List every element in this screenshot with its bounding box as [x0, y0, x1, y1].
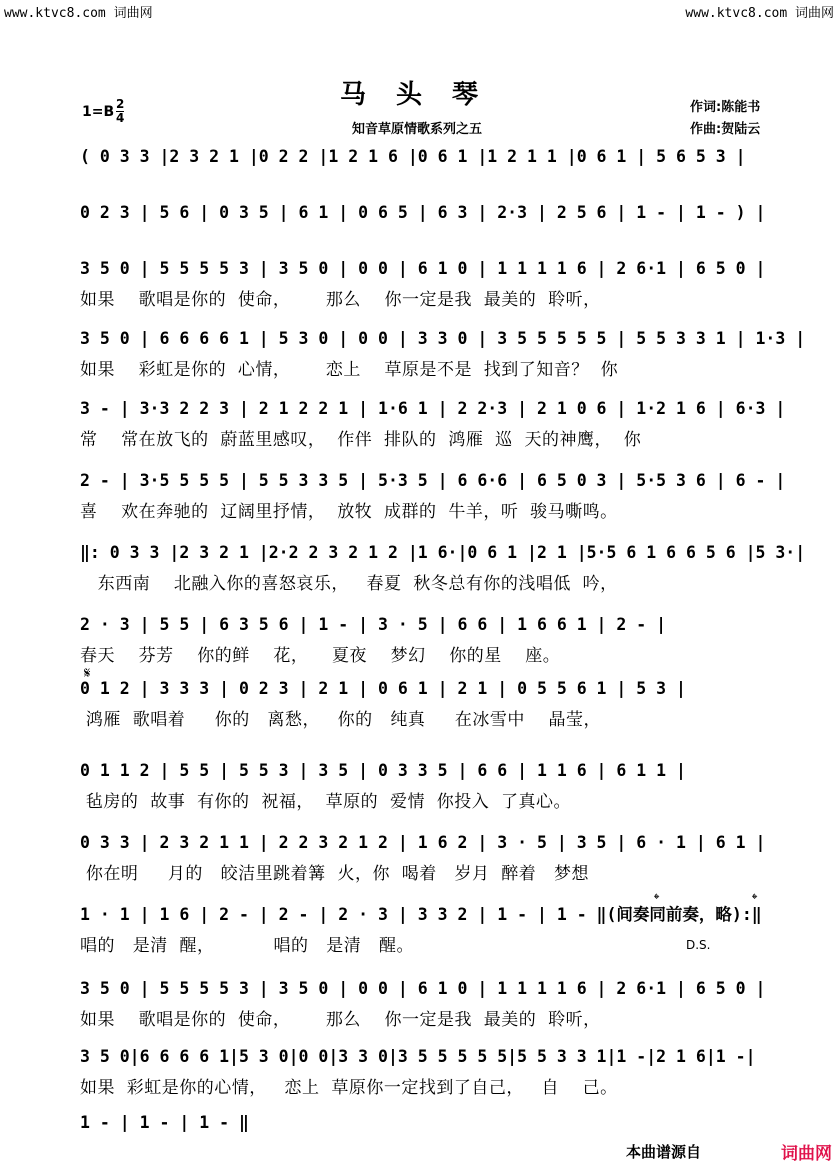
lyric-line: 毡房的 故事 有你的 祝福， 草原的 爱情 你投入 了真心。 — [80, 792, 572, 812]
score-row-9 — [80, 664, 760, 732]
footer-site-logo: 词曲网 — [781, 1144, 832, 1164]
lyric-line: 如果 彩虹是你的心情， 恋上 草原你一定找到了自己， 自 己。 — [80, 1078, 618, 1098]
dal-segno-mark: D.S. — [686, 938, 711, 952]
lyric-line: 春天 芬芳 你的鲜 花， 夏夜 梦幻 你的星 座。 — [80, 646, 561, 666]
notation-line: 2 · 3 | 5 5 | 6 3 5 6 | 1 - | 3 · 5 | 6 6 | 1 6 6 1 | 2 - | — [80, 615, 667, 634]
notation-line: 3 - | 3·3 2 2 3 | 2 1 2 2 1 | 1·6 1 | 2 2·3 | 2 1 0 6 | 1·2 1 6 | 6·3 | — [80, 399, 786, 418]
score-row-13 — [80, 978, 766, 1032]
song-subtitle: 知音草原情歌系列之五 — [352, 122, 483, 137]
coda-sign-right: 𝄌 — [752, 890, 758, 908]
notation-line: 3 5 0 | 6 6 6 6 1 | 5 3 0 | 0 0 | 3 3 0 | 3 5 5 5 5 5 | 5 5 3 3 1 | 1·3 | — [80, 329, 806, 348]
score-row-15 — [80, 1112, 760, 1134]
score-row-11 — [80, 832, 766, 886]
score-row-14 — [80, 1046, 760, 1100]
lyricist-credit: 作词:陈能书 — [690, 100, 761, 115]
coda-sign-left: 𝄌 — [654, 890, 660, 908]
notation-line: 3 5 0|6 6 6 6 1|5 3 0|0 0|3 3 0|3 5 5 5 5 5|5 5 3 3 1|1 -|2 1 6|1 -| — [80, 1047, 756, 1066]
lyric-line: 鸿雁 歌唱着 你的 离愁， 你的 纯真 在冰雪中 晶莹， — [80, 710, 601, 730]
notation-line: 0 1 1 2 | 5 5 | 5 5 3 | 3 5 | 0 3 3 5 | 6 6 | 1 1 6 | 6 1 1 | — [80, 761, 686, 780]
lyric-line: 东西南 北融入你的喜怒哀乐， 春夏 秋冬总有你的浅唱低 吟， — [80, 574, 618, 594]
score-row-8 — [80, 614, 760, 668]
score-row-12 — [80, 890, 762, 958]
score-row-10 — [80, 760, 760, 814]
lyric-line: 如果 彩虹是你的 心情， 恋上 草原是不是 找到了知音？ 你 — [80, 360, 619, 380]
score-row-3 — [80, 258, 766, 312]
notation-line: 0 2 3 | 5 6 | 0 3 5 | 6 1 | 0 6 5 | 6 3 | 2·3 | 2 5 6 | 1 - | 1 - ) | — [80, 203, 766, 222]
lyric-line: 喜 欢在奔驰的 辽阔里抒情， 放牧 成群的 牛羊，听 骏马嘶鸣。 — [80, 502, 618, 522]
notation-line: 3 5 0 | 5 5 5 5 3 | 3 5 0 | 0 0 | 6 1 0 | 1 1 1 1 6 | 2 6·1 | 6 5 0 | — [80, 259, 766, 278]
lyric-line: 如果 歌唱是你的 使命， 那么 你一定是我 最美的 聆听， — [80, 1010, 601, 1030]
score-row-7 — [80, 542, 806, 596]
notation-line: 0 1 2 | 3 3 3 | 0 2 3 | 2 1 | 0 6 1 | 2 1 | 0 5 5 6 1 | 5 3 | — [80, 679, 686, 698]
segno-sign: 𝄋 — [84, 664, 91, 682]
notation-line: 3 5 0 | 5 5 5 5 3 | 3 5 0 | 0 0 | 6 1 0 | 1 1 1 1 6 | 2 6·1 | 6 5 0 | — [80, 979, 766, 998]
notation-line: 1 - | 1 - | 1 - ‖ — [80, 1113, 249, 1132]
notation-line: ‖: 0 3 3 |2 3 2 1 |2·2 2 3 2 1 2 |1 6·|0 6 1 |2 1 |5·5 6 1 6 6 5 6 |5 3·| — [80, 543, 806, 562]
meter-bottom: 4 — [116, 111, 125, 125]
time-signature — [116, 98, 124, 125]
song-title: 马头琴 — [340, 80, 509, 110]
notation-line: 1 · 1 | 1 6 | 2 - | 2 - | 2 · 3 | 3 3 2 | 1 - | 1 - ‖(间奏同前奏，略):‖ — [80, 905, 762, 924]
watermark-left: www.ktvc8.com 词曲网 — [4, 6, 153, 21]
notation-line: 0 3 3 | 2 3 2 1 1 | 2 2 3 2 1 2 | 1 6 2 | 3 · 5 | 3 5 | 6 · 1 | 6 1 | — [80, 833, 766, 852]
notation-line: ( 0 3 3 |2 3 2 1 |0 2 2 |1 2 1 6 |0 6 1 |1 2 1 1 |0 6 1 | 5 6 5 3 | — [80, 147, 746, 166]
lyric-line: 唱的 是清 醒， 唱的 是清 醒。 — [80, 936, 414, 956]
notation-line: 2 - | 3·5 5 5 5 | 5 5 3 3 5 | 5·3 5 | 6 6·6 | 6 5 0 3 | 5·5 3 6 | 6 - | — [80, 471, 786, 490]
score-row-5 — [80, 398, 786, 452]
lyric-line: 如果 歌唱是你的 使命， 那么 你一定是我 最美的 聆听， — [80, 290, 601, 310]
watermark-right: www.ktvc8.com 词曲网 — [685, 6, 834, 21]
score-row-6 — [80, 470, 786, 524]
score-row-1 — [80, 146, 760, 168]
score-row-4 — [80, 328, 806, 382]
lyric-line: 常 常在放飞的 蔚蓝里感叹， 作伴 排队的 鸿雁 巡 天的神鹰， 你 — [80, 430, 642, 450]
footer-source-text: 本曲谱源自 — [626, 1143, 702, 1161]
lyric-line: 你在明 月的 皎洁里跳着篝 火，你 喝着 岁月 醉着 梦想 — [80, 864, 589, 884]
key-signature: 1=B — [82, 104, 115, 120]
composer-credit: 作曲:贺陆云 — [690, 122, 761, 137]
score-row-2 — [80, 202, 766, 224]
meter-top: 2 — [116, 97, 125, 111]
